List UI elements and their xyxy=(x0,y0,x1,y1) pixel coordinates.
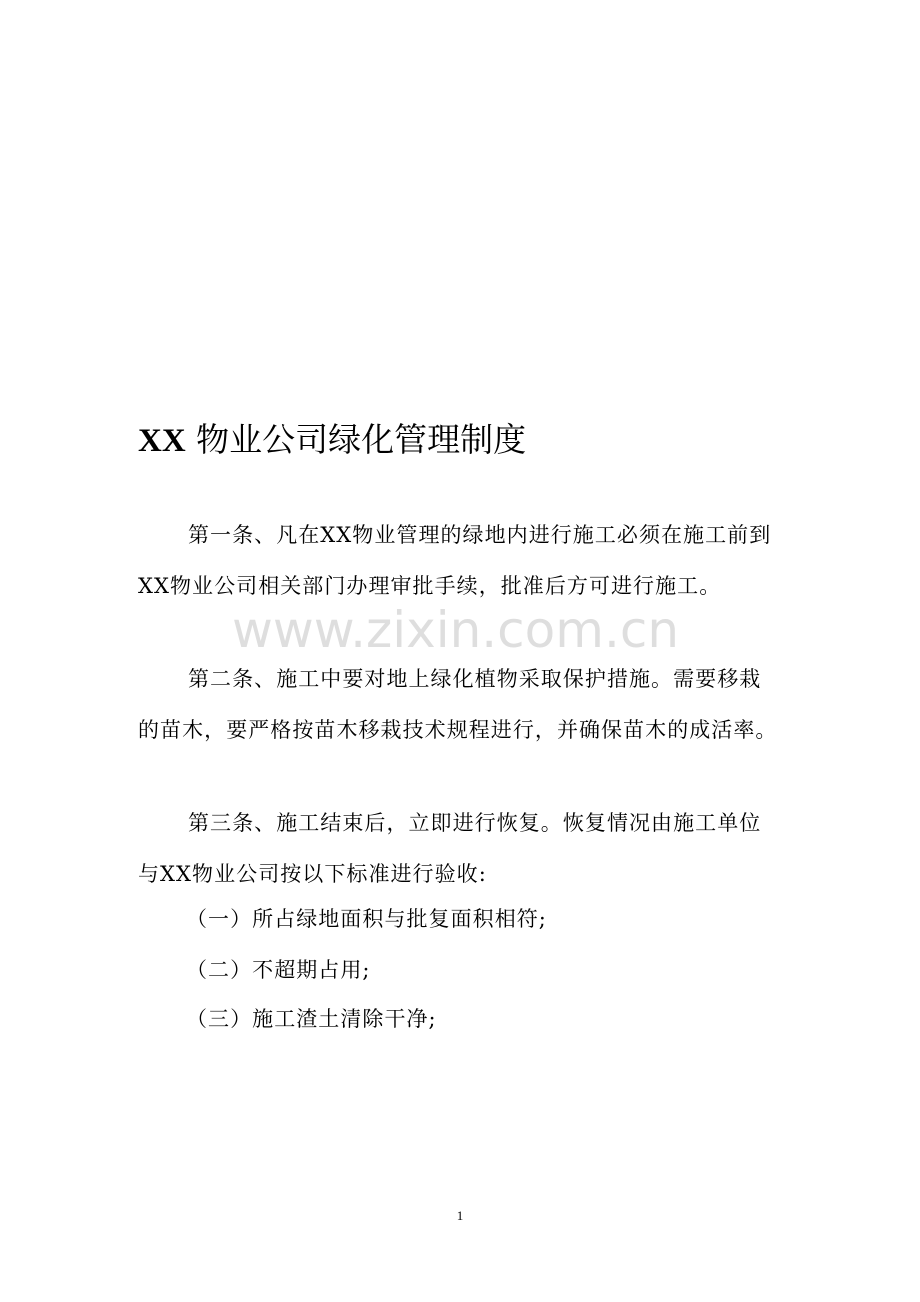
article-2-paragraph: 第二条、施工中要对地上绿化植物采取保护措施。需要移栽的苗木，要严格按苗木移栽技术规程进行，并确保苗木的成活率。 xyxy=(138,667,778,742)
article-3-paragraph: 第三条、施工结束后，立即进行恢复。恢复情况由施工单位与XX物业公司按以下标准进行验收: xyxy=(138,811,762,886)
document-title-text: 物业公司绿化管理制度 xyxy=(185,420,527,459)
document-title-prefix: XX xyxy=(138,423,186,459)
acceptance-item-3: （三）施工渣土清除干净; xyxy=(186,1007,437,1031)
page-number: 1 xyxy=(456,1208,464,1223)
article-1-paragraph: 第一条、凡在XX物业管理的绿地内进行施工必须在施工前到XX物业公司相关部门办理审批手续，批准后方可进行施工。 xyxy=(138,523,772,598)
acceptance-item-2: （二）不超期占用; xyxy=(186,958,371,982)
acceptance-item-1: （一）所占绿地面积与批复面积相符; xyxy=(186,907,547,931)
watermark: www.zixin.com.cn xyxy=(232,601,680,659)
document-title xyxy=(138,418,526,463)
